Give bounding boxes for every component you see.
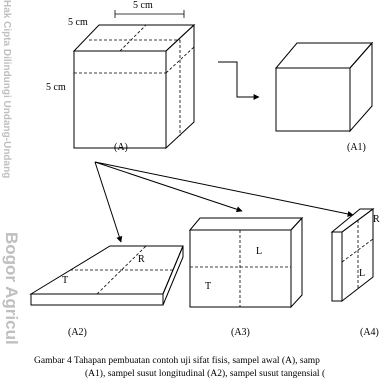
sample-a4-grain-lines — [342, 220, 373, 289]
sample-a3-grain-lines — [190, 230, 291, 307]
a4-face-label-r: R — [373, 214, 380, 225]
figure-caption-line-2: (A1), sampel susut longitudinal (A2), sampel susut tangensial ( — [85, 369, 326, 379]
sample-a2-grain-lines — [70, 246, 173, 294]
a3-face-label-l: L — [256, 246, 263, 257]
cube-a1 — [276, 43, 372, 131]
depth-label: 5 cm — [68, 17, 88, 28]
sample-a3 — [190, 218, 302, 307]
top-width-dimension — [115, 10, 184, 18]
label-a3: (A3) — [231, 327, 250, 338]
watermark-text-bottom: Bogor Agricul — [2, 232, 21, 345]
cube-a — [74, 25, 194, 148]
top-width-label: 5 cm — [133, 0, 153, 11]
watermark-text-top: Hak Cipta Dilindungi Undang-Undang — [1, 0, 12, 179]
sample-a4 — [332, 209, 373, 301]
height-label: 5 cm — [46, 82, 66, 93]
arrow-a-to-a1 — [218, 62, 259, 97]
label-a1: (A1) — [347, 142, 366, 153]
a3-face-label-t: T — [205, 281, 212, 292]
label-a4: (A4) — [360, 327, 379, 338]
sample-a2 — [31, 246, 183, 305]
figure-caption-line-1: Gambar 4 Tahapan pembuatan contoh uji sifat fisis, sampel awal (A), samp — [34, 356, 320, 366]
label-a: (A) — [114, 142, 128, 153]
a2-face-label-r: R — [138, 254, 145, 265]
a2-face-label-t: T — [62, 275, 69, 286]
label-a2: (A2) — [68, 327, 87, 338]
a4-face-label-l: L — [359, 268, 366, 279]
